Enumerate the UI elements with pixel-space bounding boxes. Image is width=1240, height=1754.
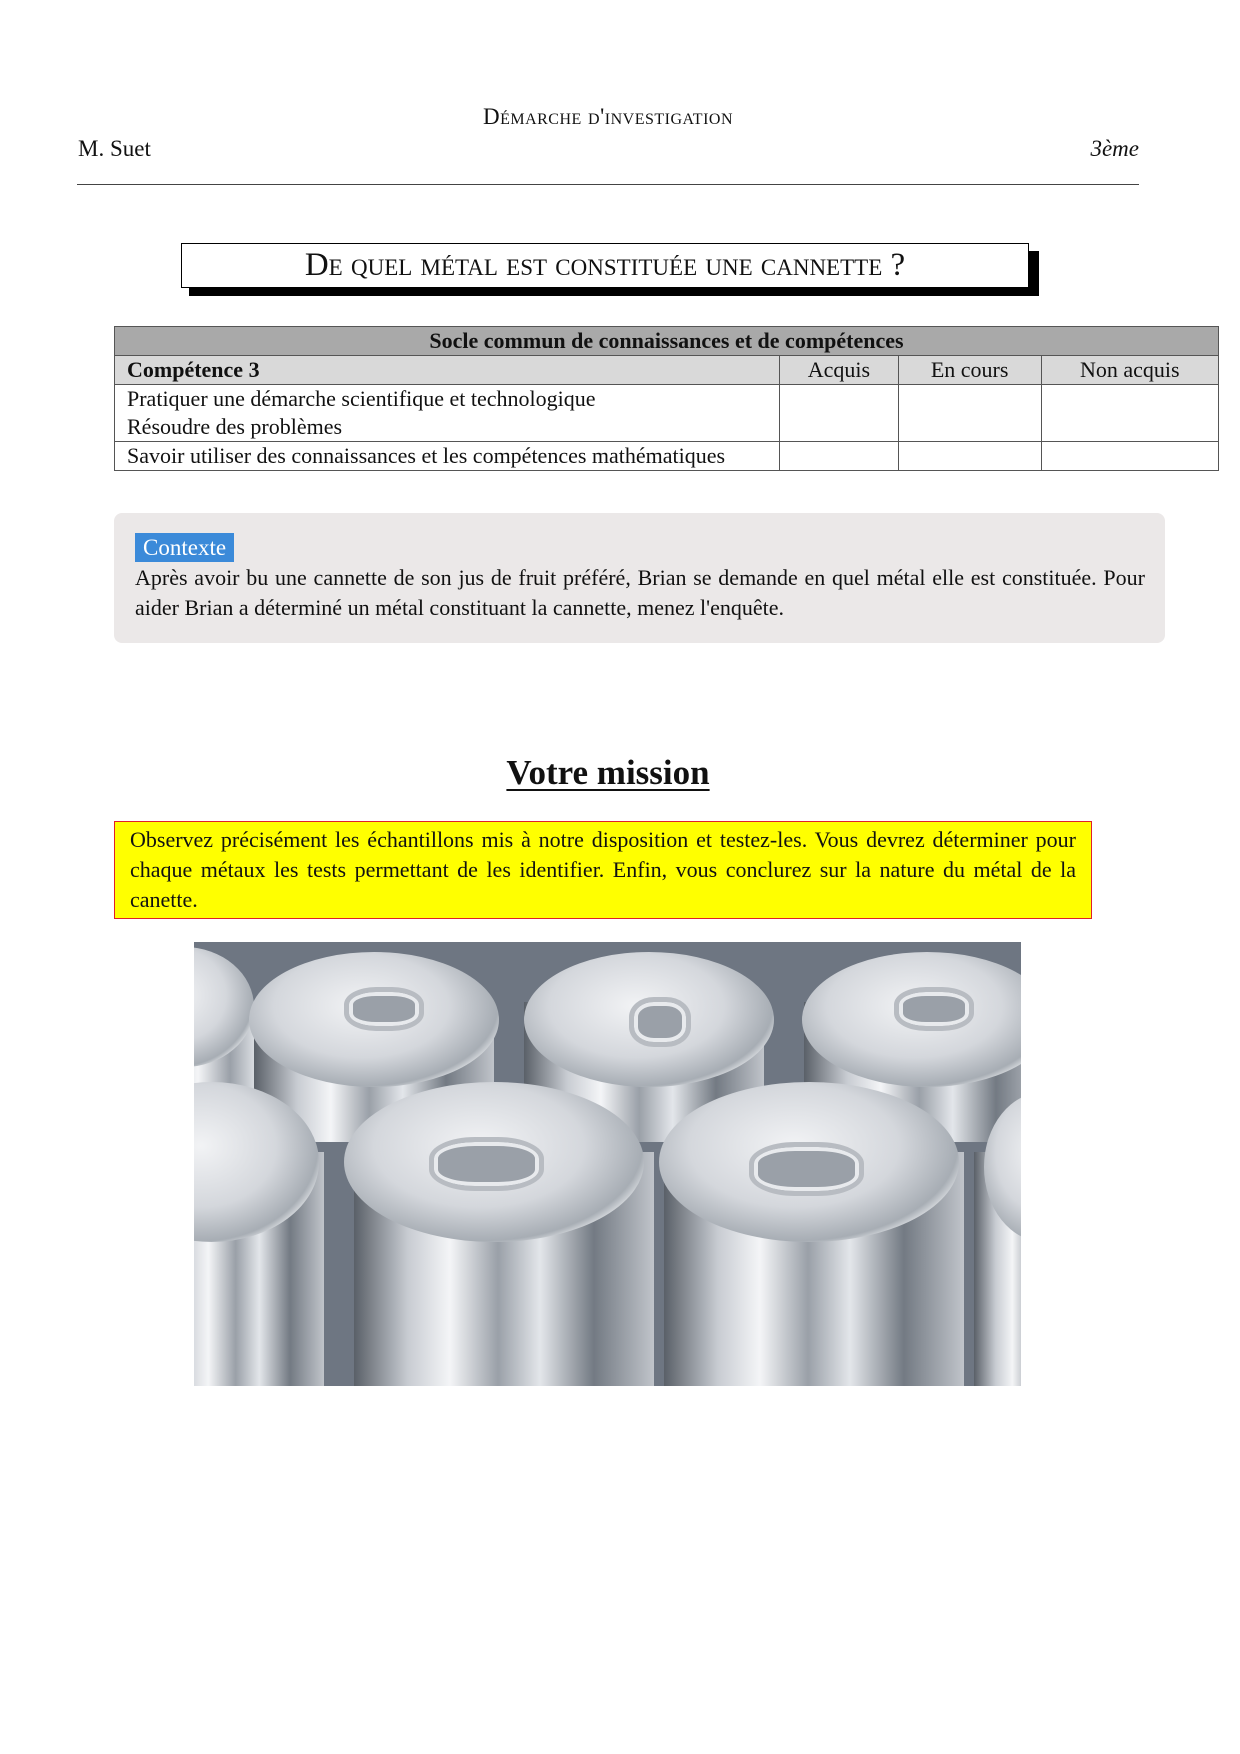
author: M. Suet: [78, 136, 151, 161]
mission-title: Votre mission: [506, 753, 710, 792]
header-title: Démarche d'investigation: [482, 104, 734, 129]
cell-acquis: [780, 385, 899, 442]
cans-photo: [194, 942, 1021, 1386]
col-acquis: Acquis: [780, 356, 899, 385]
table-row: [115, 385, 1219, 442]
context-label: Contexte: [135, 533, 234, 562]
row-text: Pratiquer une démarche scientifique et technologique: [127, 386, 596, 411]
cell-en-cours: [898, 442, 1041, 471]
cell-acquis: [780, 442, 899, 471]
context-text: Après avoir bu une cannette de son jus de fruit préféré, Brian se demande en quel métal elle est constituée. Pour aider Brian a déterminé un métal constituant la cannette, menez l'enquête.: [135, 565, 1145, 620]
class-level: 3ème: [1090, 136, 1139, 161]
cell-en-cours: [898, 385, 1041, 442]
mission-heading: [0, 753, 1216, 793]
mission-text: Observez précisément les échantillons mis à notre disposition et testez-les. Vous devrez déterminer pour chaque métaux les tests permettant de les identifier. Enfin, vous conclurez sur la nature du métal de la canette.: [114, 821, 1092, 919]
cell-non-acquis: [1041, 385, 1219, 442]
col-en-cours: En cours: [898, 356, 1041, 385]
page-title: De quel métal est constituée une cannette ?: [181, 243, 1029, 288]
col-non-acquis: Non acquis: [1041, 356, 1219, 385]
cell-non-acquis: [1041, 442, 1219, 471]
row-text: Savoir utiliser des connaissances et les compétences mathématiques: [115, 442, 780, 471]
header-divider: [77, 184, 1139, 185]
competence-table: [114, 326, 1219, 471]
row-text: Résoudre des problèmes: [127, 414, 343, 439]
table-row: [115, 442, 1219, 471]
table-caption: Socle commun de connaissances et de compétences: [115, 327, 1219, 356]
competence-header: Compétence 3: [115, 356, 780, 385]
